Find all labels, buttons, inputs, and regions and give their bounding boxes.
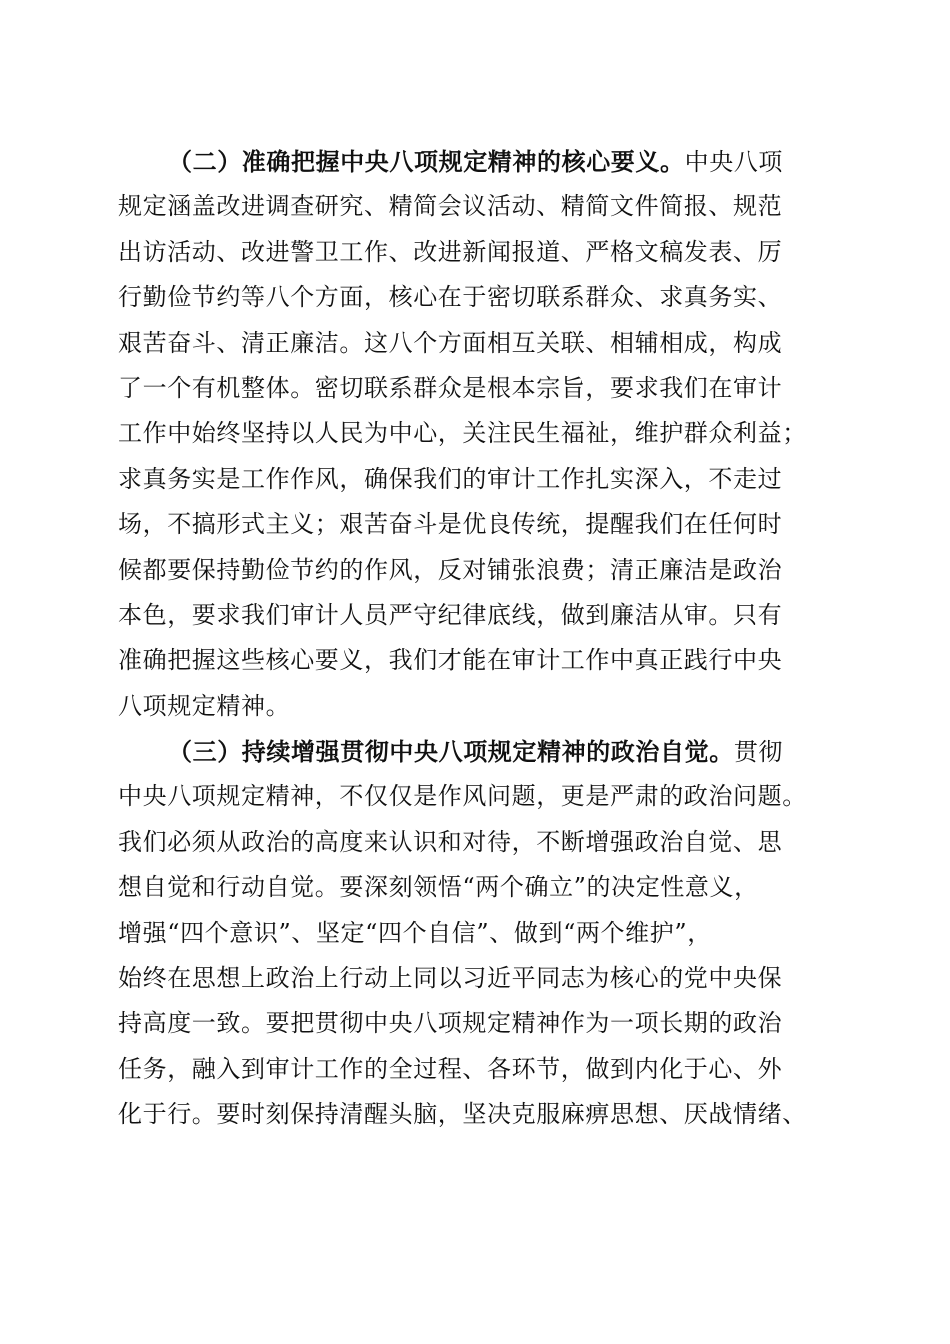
body-line: 任务，融入到审计工作的全过程、各环节，做到内化于心、外 <box>118 1054 783 1083</box>
body-line: 八项规定精神。 <box>118 691 291 720</box>
paragraph-3-first-line <box>118 729 832 774</box>
body-line: 艰苦奋斗、清正廉洁。这八个方面相互关联、相辅相成，构成 <box>118 328 783 357</box>
section-3-heading: （三）持续增强贯彻中央八项规定精神的政治自觉。 <box>168 737 734 767</box>
section-3-text: 贯彻 <box>733 738 784 767</box>
body-line: 化于行。要时刻保持清醒头脑，坚决克服麻痹思想、厌战情绪、 <box>118 1100 807 1129</box>
body-line: 中央八项规定精神，不仅仅是作风问题，更是严肃的政治问题。 <box>118 782 807 811</box>
body-line: 工作中始终坚持以人民为中心，关注民生福祉，维护群众利益； <box>118 419 807 448</box>
body-line: 准确把握这些核心要义，我们才能在审计工作中真正践行中央 <box>118 646 783 675</box>
section-2-heading: （二）准确把握中央八项规定精神的核心要义。 <box>168 147 685 176</box>
body-line: 出访活动、改进警卫工作、改进新闻报道、严格文稿发表、厉 <box>118 237 783 266</box>
body-line: 候都要保持勤俭节约的作风，反对铺张浪费；清正廉洁是政治 <box>118 555 783 584</box>
body-line: 增强“四个意识”、坚定“四个自信”、做到“两个维护”， <box>118 918 712 947</box>
document-body <box>118 139 832 1138</box>
body-line: 本色，要求我们审计人员严守纪律底线，做到廉洁从审。只有 <box>118 600 783 629</box>
paragraph-2-first-line <box>118 139 832 184</box>
body-line: 想自觉和行动自觉。要深刻领悟“两个确立”的决定性意义， <box>118 873 759 902</box>
body-line: 场，不搞形式主义；艰苦奋斗是优良传统，提醒我们在任何时 <box>118 510 783 539</box>
body-line: 行勤俭节约等八个方面，核心在于密切联系群众、求真务实、 <box>118 283 783 312</box>
section-2-text: 中央八项 <box>684 148 784 176</box>
body-line: 我们必须从政治的高度来认识和对待，不断增强政治自觉、思 <box>118 827 783 856</box>
body-line: 了一个有机整体。密切联系群众是根本宗旨，要求我们在审计 <box>118 373 783 402</box>
body-line: 持高度一致。要把贯彻中央八项规定精神作为一项长期的政治 <box>118 1009 783 1038</box>
body-line: 求真务实是工作作风，确保我们的审计工作扎实深入，不走过 <box>118 464 783 493</box>
body-line: 始终在思想上政治上行动上同以习近平同志为核心的党中央保 <box>118 964 783 993</box>
body-line: 规定涵盖改进调查研究、精简会议活动、精简文件简报、规范 <box>118 192 783 221</box>
